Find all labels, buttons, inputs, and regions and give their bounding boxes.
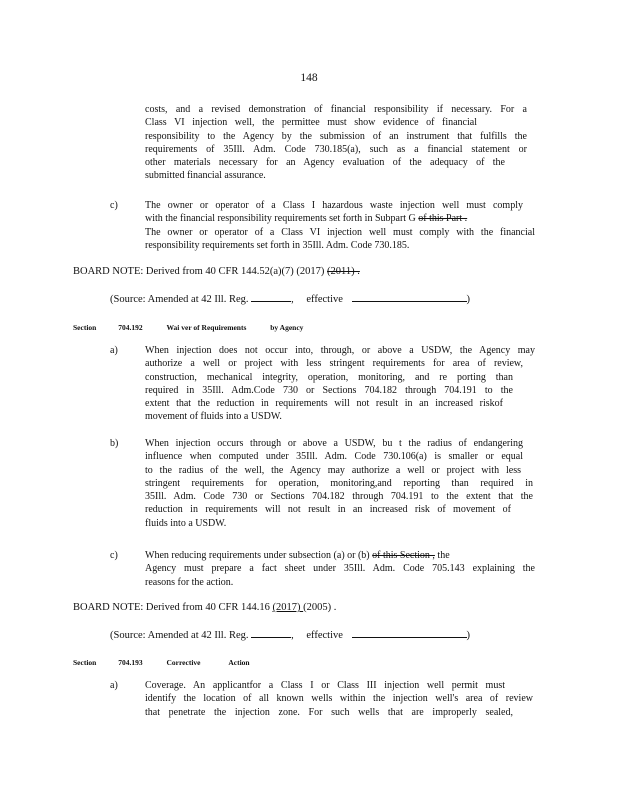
- item-c-waiver-struck: of this Section ,: [372, 550, 435, 561]
- source-2-suffix: ): [466, 630, 471, 641]
- source-1-prefix: (Source: Amended at 42 Ill. Reg.: [110, 294, 249, 305]
- item-a-corrective-paragraph: [145, 679, 533, 719]
- intro-line: Class VI injection well, the permittee must show evidence of financial: [145, 117, 477, 129]
- item-a-label: a): [110, 345, 118, 356]
- source-2: [110, 628, 470, 642]
- intro-line: other materials necessary for an Agency evaluation of the adequacy of the: [145, 157, 505, 169]
- board-note-2-underlined: (2017): [272, 602, 304, 613]
- section-label: Section: [73, 323, 97, 332]
- section-number: 704.193: [118, 658, 143, 667]
- section-title-by: by Agency: [270, 323, 304, 332]
- board-note-2: [73, 601, 336, 614]
- item-b-line: influence when computed under 35Ill. Adm. Code 730.106(a) is smaller or equal: [145, 451, 523, 463]
- item-c-waiver-text: When reducing requirements under subsection (a) or (b): [145, 550, 373, 561]
- item-a-line: extent that the reduction in requirements will not result in an increased riskof: [145, 398, 503, 410]
- item-c-waiver-text-end: the: [434, 550, 450, 561]
- item-c-paragraph: [145, 199, 535, 252]
- item-b-label: b): [110, 438, 119, 449]
- source-1: [110, 292, 470, 306]
- board-note-1-struck: (2011) .: [327, 266, 360, 277]
- item-a-corrective-line: identify the location of all known wells within the injection well's area of review: [145, 693, 533, 705]
- item-a-corrective-line: Coverage. An applicantfor a Class I or Class III injection well permit must: [145, 680, 505, 691]
- item-a-line: When injection does not occur into, through, or above a USDW, the Agency may: [145, 345, 535, 356]
- intro-paragraph: [145, 103, 527, 183]
- section-704-192-heading: [73, 321, 303, 334]
- item-b-line: fluids into a USDW.: [145, 517, 227, 529]
- item-b-line: When injection occurs through or above a USDW, bu t the radius of endangering: [145, 438, 523, 449]
- item-a-line: required in 35Ill. Adm.Code 730 or Sections 704.182 through 704.191 to the: [145, 384, 513, 396]
- item-c-waiver-paragraph: [145, 549, 535, 589]
- board-note-2-text: BOARD NOTE: Derived from 40 CFR 144.16: [73, 602, 273, 613]
- item-c-waiver-label: c): [110, 550, 118, 561]
- section-number: 704.192: [118, 323, 143, 332]
- board-note-1-text: BOARD NOTE: Derived from 40 CFR 144.52(a)(7) (2017): [73, 266, 328, 277]
- item-b-line: to the radius of the well, the Agency may authorize a well or project with less: [145, 464, 521, 476]
- source-2-blank-reg[interactable]: [251, 628, 291, 638]
- board-note-2-end: (2005) .: [303, 602, 337, 613]
- item-a-line: authorize a well or project with less stringent requirements for area of review,: [145, 358, 523, 370]
- item-a-corrective-label: a): [110, 680, 118, 691]
- intro-line: responsibility to the Agency by the submission of an instrument that fulfills the: [145, 130, 527, 142]
- item-c-line: responsibility requirements set forth in 35Ill. Adm. Code 730.185.: [145, 239, 410, 251]
- source-2-comma: ,: [291, 630, 294, 641]
- item-a-corrective-line: that penetrate the injection zone. For such wells that are improperly sealed,: [145, 706, 513, 718]
- source-1-effective: effective: [306, 294, 343, 305]
- item-c-waiver-line: reasons for the action.: [145, 576, 234, 588]
- section-704-193-heading: [73, 656, 250, 669]
- section-title: Wai ver of Requirements: [166, 323, 247, 332]
- intro-line: requirements of 35Ill. Adm. Code 730.185(a), such as a financial statement or: [145, 143, 527, 155]
- item-a-paragraph: [145, 344, 535, 424]
- item-c-line: The owner or operator of a Class I hazardous waste injection well must comply: [145, 200, 523, 211]
- section-title: Corrective: [166, 658, 201, 667]
- item-c-waiver-line: Agency must prepare a fact sheet under 35Ill. Adm. Code 705.143 explaining the: [145, 563, 535, 575]
- source-1-blank-reg[interactable]: [251, 292, 291, 302]
- item-c-struck: of this Part .: [418, 213, 468, 225]
- item-b-line: stringent requirements for operation, monitoring,and reporting than required in: [145, 477, 533, 489]
- item-b-line: reduction in requirements will not result in an increased risk of movement of: [145, 504, 511, 516]
- source-2-prefix: (Source: Amended at 42 Ill. Reg.: [110, 630, 249, 641]
- section-title-2: Action: [228, 658, 250, 667]
- item-c-line: The owner or operator of a Class VI injection well must comply with the financial: [145, 226, 535, 238]
- source-2-effective: effective: [306, 630, 343, 641]
- item-c-waiver-line: [145, 549, 535, 562]
- item-c-line-text: with the financial responsibility requirements set forth in Subpart G: [145, 213, 416, 225]
- source-1-suffix: ): [466, 294, 471, 305]
- item-b-paragraph: [145, 437, 535, 530]
- source-1-blank-effective[interactable]: [352, 292, 467, 302]
- item-c-line: [145, 212, 523, 225]
- item-b-line: 35Ill. Adm. Code 730 or Sections 704.182 through 704.191 to the extent that the: [145, 491, 533, 503]
- item-a-line: construction, mechanical integrity, operation, monitoring, and re porting than: [145, 371, 513, 383]
- source-1-comma: ,: [291, 294, 294, 305]
- section-label: Section: [73, 658, 97, 667]
- item-a-line: movement of fluids into a USDW.: [145, 411, 282, 423]
- intro-line: submitted financial assurance.: [145, 170, 266, 182]
- intro-line: costs, and a revised demonstration of financial responsibility if necessary. For a: [145, 104, 527, 115]
- source-2-blank-effective[interactable]: [352, 628, 467, 638]
- page-number: 148: [300, 72, 318, 84]
- board-note-1: [73, 265, 360, 278]
- item-c-label: c): [110, 200, 118, 211]
